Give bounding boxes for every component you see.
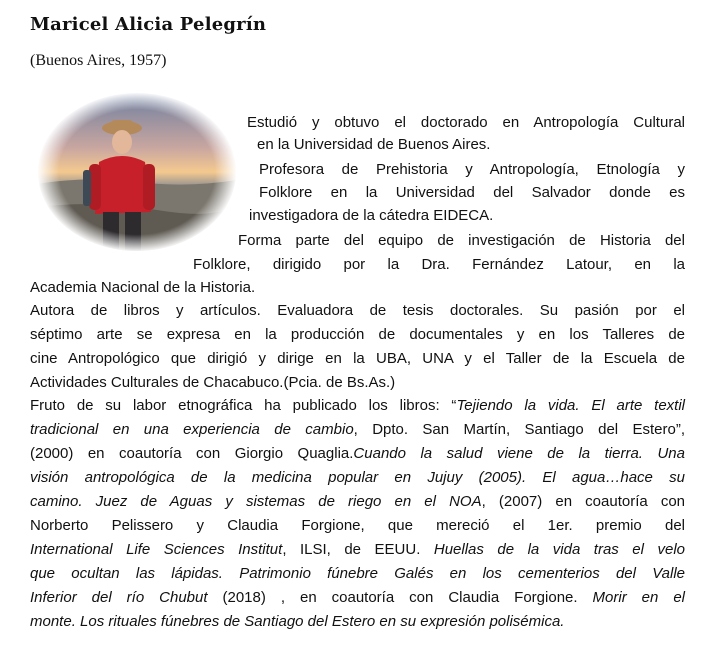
bio-p1-line1: Estudió y obtuvo el doctorado en Antropología Cultural [247,114,685,131]
bio-p2-line3: investigadora de la cátedra EIDECA. [249,207,494,224]
book-title-2-cont: visión antropológica de la medicina popular en Jujuy (2005). El agua…hace su [30,469,685,486]
book-title-4-end: Inferior del río Chubut [30,589,208,606]
bio-p3-line3: Academia Nacional de la Historia. [30,279,256,296]
bio-p3-line2: Folklore, dirigido por la Dra. Fernández Latour, en la [193,256,685,273]
bio-p5-line4 [30,469,685,487]
bio-p5-line2-text: , Dpto. San Martín, Santiago del Estero”, [353,421,685,438]
bio-p4-line2: séptimo arte se expresa en la producción de documentales y en los Talleres de [30,326,685,343]
author-name: Maricel Alicia Pelegrín [30,14,267,35]
bio-p5-line8 [30,565,685,583]
bio-p5-line1 [30,397,685,415]
book-title-1-cont: tradicional en una experiencia de cambio [30,421,354,438]
bio-p5-line7-text: , ILSI, de EEUU. [282,541,434,558]
bio-p5-line1-text: Fruto de su labor etnográfica ha publicado los libros: “ [30,397,457,414]
portrait-oval-photo-icon [37,92,237,252]
bio-p1-line2: en la Universidad de Buenos Aires. [257,136,491,153]
bio-p5-line6: Norberto Pelissero y Claudia Forgione, que mereció el 1er. premio del [30,517,685,534]
book-title-5: Morir en el [592,589,686,606]
bio-p4-line3: cine Antropológico que dirigió y dirige en la UBA, UNA y el Taller de la Escuela de [30,350,685,367]
bio-p5-line3-text: (2000) en coautoría con Giorgio Quaglia. [30,445,354,462]
bio-p5-line5-text: , (2007) en coautoría con [481,493,686,510]
author-origin: (Buenos Aires, 1957) [30,52,167,69]
book-title-4: Huellas de la vida tras el velo [433,541,685,558]
bio-p5-line9 [30,589,685,607]
bio-p5-line2 [30,421,685,439]
bio-p5-line5 [30,493,685,511]
book-title-2: Cuando la salud viene de la tierra. Una [353,445,685,462]
book-title-4-cont: que ocultan las lápidas. Patrimonio fúnebre Galés en los cementerios del Valle [30,565,685,582]
bio-p5-line10 [30,613,564,631]
book-title-5-cont: monte. Los rituales fúnebres de Santiago del Estero en su expresión polisémica. [30,613,565,630]
bio-p2-line1: Profesora de Prehistoria y Antropología, Etnología y [259,161,685,178]
institution-name: International Life Sciences Institut [30,541,283,558]
bio-p2-line2: Folklore en la Universidad del Salvador donde es [259,184,685,201]
bio-p4-line1: Autora de libros y artículos. Evaluadora de tesis doctorales. Su pasión por el [30,302,685,319]
bio-p5-line7 [30,541,685,559]
bio-p5-line9-text: (2018) , en coautoría con Claudia Forgione. [207,589,593,606]
bio-p4-line4: Actividades Culturales de Chacabuco.(Pcia. de Bs.As.) [30,374,396,391]
bio-p3-line1: Forma parte del equipo de investigación de Historia del [238,232,685,249]
bio-p5-line3 [30,445,685,463]
book-title-1: Tejiendo la vida. El arte textil [456,397,686,414]
book-title-3: camino. Juez de Aguas y sistemas de riego en el NOA [30,493,482,510]
